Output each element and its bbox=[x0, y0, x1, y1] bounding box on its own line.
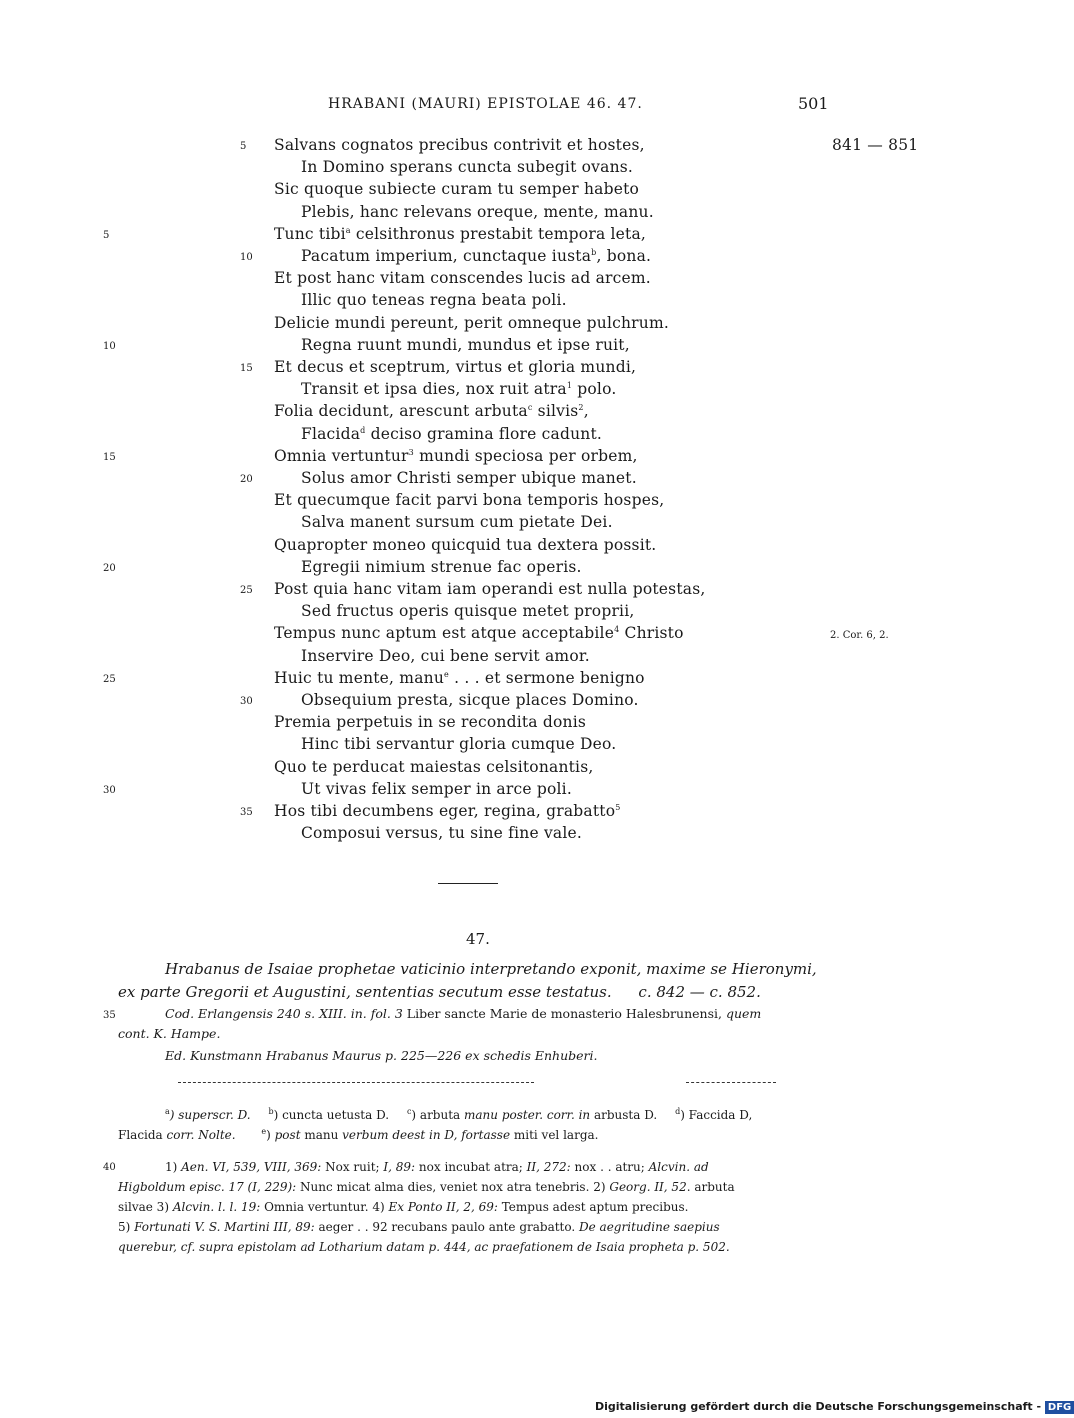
verse-line bbox=[301, 824, 582, 842]
codex-provenance: Liber sancte Marie de monasterio Halesbrunensi, bbox=[402, 1006, 722, 1021]
codex-siglum: Cod. Erlangensis 240 s. XIII. in. fol. 3 bbox=[165, 1006, 403, 1021]
verse-line bbox=[301, 602, 635, 620]
verse-text: Quapropter moneo quicquid tua dextera possit. bbox=[274, 536, 657, 554]
note-b: ) cuncta uetusta D. bbox=[273, 1108, 390, 1122]
outer-line-number: 30 bbox=[103, 785, 116, 796]
verse-text: Hinc tibi servantur gloria cumque Deo. bbox=[301, 735, 617, 753]
apparatus-line-2 bbox=[118, 1127, 598, 1142]
note-d: ) Faccida D, bbox=[680, 1108, 753, 1122]
footnote-marker: b bbox=[591, 247, 597, 257]
verse-text: Regna ruunt mundi, mundus et ipse ruit, bbox=[301, 336, 630, 354]
verse-line bbox=[301, 336, 630, 354]
note-e-it2: verbum deest in D, fortasse bbox=[342, 1128, 511, 1142]
note-c-pre: ) arbuta bbox=[411, 1108, 465, 1122]
verse-text: , bona. bbox=[596, 247, 652, 265]
verse-line bbox=[274, 225, 646, 243]
footnote-marker: 2 bbox=[578, 402, 584, 412]
source-note-segment: Georg. II, 52 bbox=[609, 1180, 687, 1194]
verse-text: Sed fructus operis quisque metet proprii, bbox=[301, 602, 635, 620]
apparatus-separator-right bbox=[686, 1082, 776, 1083]
outer-line-number: 35 bbox=[103, 1010, 116, 1021]
verse-line bbox=[301, 158, 633, 176]
verse-line bbox=[301, 203, 654, 221]
verse-text: Salvans cognatos precibus contrivit et hostes, bbox=[274, 136, 645, 154]
verse-line-number: 35 bbox=[240, 807, 253, 818]
outer-line-number: 20 bbox=[103, 563, 116, 574]
verse-text: Inservire Deo, cui bene servit amor. bbox=[301, 647, 590, 665]
verse-line bbox=[274, 447, 638, 465]
verse-text: celsithronus prestabit tempora leta, bbox=[350, 225, 647, 243]
note-d-corr: corr. Nolte. bbox=[166, 1128, 236, 1142]
note-e-it: post bbox=[274, 1128, 301, 1142]
source-note-segment: nox . . atru; bbox=[570, 1160, 649, 1174]
source-note-segment: Omnia vertuntur. 4) bbox=[260, 1200, 389, 1214]
verse-line bbox=[274, 802, 621, 820]
source-note-segment: querebur, cf. supra epistolam ad Lotharium datam p. 444, ac praefationem de Isaia propheta p. 502. bbox=[118, 1240, 730, 1254]
footnote-marker: c bbox=[527, 402, 533, 412]
verse-text: Christo bbox=[619, 624, 684, 642]
verse-text: Plebis, hanc relevans oreque, mente, manu. bbox=[301, 203, 654, 221]
verse-text: Sic quoque subiecte curam tu semper habeto bbox=[274, 180, 640, 198]
verse-text: In Domino sperans cuncta subegit ovans. bbox=[301, 158, 634, 176]
note-c-post: arbusta D. bbox=[590, 1108, 658, 1122]
source-note-segment: 1) bbox=[165, 1160, 182, 1174]
codex-quem: quem bbox=[721, 1006, 762, 1021]
verse-text: . . . et sermone benigno bbox=[448, 669, 645, 687]
outer-line-number: 10 bbox=[103, 341, 116, 352]
verse-text: Flacida bbox=[301, 425, 361, 443]
outer-line-number: 25 bbox=[103, 674, 116, 685]
note-a-sym: a bbox=[165, 1107, 170, 1116]
source-note-segment: I, 89: bbox=[383, 1160, 416, 1174]
source-note-segment: 5) bbox=[118, 1220, 135, 1234]
verse-line bbox=[274, 669, 645, 687]
note-e-post: miti vel larga. bbox=[510, 1128, 599, 1142]
apparatus-separator bbox=[178, 1082, 534, 1083]
source-note-segment: Alcvin. ad bbox=[648, 1160, 709, 1174]
verse-text: Obsequium presta, sicque places Domino. bbox=[301, 691, 639, 709]
outer-line-number: 5 bbox=[103, 230, 110, 241]
verse-line bbox=[274, 136, 645, 154]
verse-text: Hos tibi decumbens eger, regina, grabatto bbox=[274, 802, 616, 820]
verse-line-number: 30 bbox=[240, 696, 253, 707]
source-note-segment: De aegritudine saepius bbox=[579, 1220, 720, 1234]
verse-line bbox=[301, 691, 639, 709]
letter-number: 47. bbox=[466, 930, 490, 948]
verse-line bbox=[274, 314, 669, 332]
verse-text: deciso gramina flore cadunt. bbox=[365, 425, 603, 443]
source-note-line bbox=[118, 1240, 730, 1254]
verse-line bbox=[301, 735, 616, 753]
footnote-marker: d bbox=[360, 425, 366, 435]
verse-text: Post quia hanc vitam iam operandi est nulla potestas, bbox=[274, 580, 706, 598]
codex-line-2: cont. K. Hampe. bbox=[118, 1026, 221, 1041]
footnote-marker: 4 bbox=[614, 624, 620, 634]
credit-text: Digitalisierung gefördert durch die Deutsche Forschungsgemeinschaft - bbox=[595, 1400, 1042, 1413]
verse-line bbox=[301, 380, 616, 398]
verse-line bbox=[274, 758, 594, 776]
apparatus-line-1 bbox=[165, 1107, 752, 1122]
page-number: 501 bbox=[798, 94, 829, 113]
verse-text: Tunc tibi bbox=[274, 225, 346, 243]
running-title: HRABANI (MAURI) EPISTOLAE 46. 47. bbox=[328, 96, 643, 112]
verse-line bbox=[274, 536, 656, 554]
codex-line-1 bbox=[165, 1006, 761, 1021]
source-note-line bbox=[165, 1160, 709, 1174]
verse-line bbox=[301, 247, 651, 265]
outer-line-number: 15 bbox=[103, 452, 116, 463]
footer-credit bbox=[595, 1400, 1074, 1413]
footnote-marker: 1 bbox=[566, 380, 573, 390]
source-note-line bbox=[118, 1180, 735, 1194]
verse-line bbox=[301, 513, 613, 531]
verse-line bbox=[274, 358, 636, 376]
verse-text: polo. bbox=[572, 380, 617, 398]
note-c-it: manu poster. corr. in bbox=[464, 1108, 591, 1122]
source-note-segment: Higboldum episc. 17 (I, 229): bbox=[118, 1180, 297, 1194]
verse-line bbox=[274, 580, 705, 598]
footnote-marker: 5 bbox=[615, 802, 621, 812]
verse-line bbox=[301, 647, 590, 665]
verse-text: Huic tu mente, manu bbox=[274, 669, 445, 687]
letter-summary-line-2 bbox=[118, 983, 761, 1001]
verse-text: Et post hanc vitam conscendes lucis ad arcem. bbox=[274, 269, 651, 287]
verse-text: Tempus nunc aptum est atque acceptabile bbox=[274, 624, 615, 642]
letter-summary-line-1: Hrabanus de Isaiae prophetae vaticinio interpretando exponit, maxime se Hieronymi, bbox=[165, 960, 817, 978]
verse-text: Transit et ipsa dies, nox ruit atra bbox=[301, 380, 567, 398]
summary-text: ex parte Gregorii et Augustini, sententias secutum esse testatus. bbox=[118, 983, 612, 1001]
source-note-segment: . arbuta bbox=[686, 1180, 735, 1194]
verse-line-number: 5 bbox=[240, 141, 247, 152]
verse-text: silvis bbox=[532, 402, 579, 420]
verse-line-number: 20 bbox=[240, 474, 253, 485]
verse-line bbox=[274, 402, 589, 420]
letter-date: c. 842 — c. 852. bbox=[638, 983, 761, 1001]
source-note-line bbox=[118, 1220, 720, 1234]
source-note-segment: Ex Ponto II, 2, 69: bbox=[388, 1200, 498, 1214]
source-note-segment: Fortunati V. S. Martini III, 89: bbox=[134, 1220, 315, 1234]
verse-text: mundi speciosa per orbem, bbox=[413, 447, 638, 465]
verse-line bbox=[301, 558, 582, 576]
verse-line bbox=[274, 713, 586, 731]
verse-text: Omnia vertuntur bbox=[274, 447, 409, 465]
footnote-marker: e bbox=[444, 669, 449, 679]
verse-text: Solus amor Christi semper ubique manet. bbox=[301, 469, 637, 487]
verse-line bbox=[274, 491, 664, 509]
source-note-segment: Alcvin. l. l. 19: bbox=[172, 1200, 261, 1214]
verse-text: Composui versus, tu sine fine vale. bbox=[301, 824, 583, 842]
source-note-segment: aeger . . 92 recubans paulo ante grabatto. bbox=[314, 1220, 580, 1234]
verse-line bbox=[274, 624, 684, 642]
source-note-segment: Nunc micat alma dies, veniet nox atra tenebris. 2) bbox=[296, 1180, 610, 1194]
source-note-segment: Aen. VI, 539, VIII, 369: bbox=[181, 1160, 322, 1174]
edition-line: Ed. Kunstmann Hrabanus Maurus p. 225—226 ex schedis Enhuberi. bbox=[165, 1048, 598, 1063]
verse-text: Pacatum imperium, cunctaque iusta bbox=[301, 247, 592, 265]
footnote-marker: a bbox=[345, 225, 351, 235]
source-note-segment: nox incubat atra; bbox=[415, 1160, 527, 1174]
verse-text: Egregii nimium strenue fac operis. bbox=[301, 558, 582, 576]
verse-text: Delicie mundi pereunt, perit omneque pulchrum. bbox=[274, 314, 669, 332]
verse-text: , bbox=[583, 402, 589, 420]
bible-reference: 2. Cor. 6, 2. bbox=[830, 630, 889, 641]
outer-line-number-40: 40 bbox=[103, 1162, 116, 1173]
verse-text: Quo te perducat maiestas celsitonantis, bbox=[274, 758, 594, 776]
verse-line bbox=[301, 291, 567, 309]
verse-text: Illic quo teneas regna beata poli. bbox=[301, 291, 567, 309]
verse-line-number: 10 bbox=[240, 252, 253, 263]
margin-date: 841 — 851 bbox=[832, 136, 919, 154]
verse-line bbox=[274, 180, 639, 198]
verse-line bbox=[301, 469, 637, 487]
note-a: ) superscr. D. bbox=[169, 1108, 251, 1122]
note-e-mid: manu bbox=[300, 1128, 343, 1142]
verse-line-number: 25 bbox=[240, 585, 253, 596]
footnote-marker: 3 bbox=[408, 447, 414, 457]
verse-line-number: 15 bbox=[240, 363, 253, 374]
verse-text: Salva manent sursum cum pietate Dei. bbox=[301, 513, 613, 531]
note-c-sym: c bbox=[406, 1107, 412, 1116]
verse-text: Et quecumque facit parvi bona temporis hospes, bbox=[274, 491, 665, 509]
verse-line bbox=[301, 425, 602, 443]
source-note-segment: silvae 3) bbox=[118, 1200, 173, 1214]
note-e-sym: e bbox=[261, 1127, 267, 1136]
verse-text: Premia perpetuis in se recondita donis bbox=[274, 713, 587, 731]
note-e-pre: ) bbox=[266, 1128, 275, 1142]
verse-text: Folia decidunt, arescunt arbuta bbox=[274, 402, 528, 420]
verse-text: Et decus et sceptrum, virtus et gloria mundi, bbox=[274, 358, 637, 376]
dfg-logo: DFG bbox=[1045, 1401, 1074, 1414]
source-note-segment: Nox ruit; bbox=[321, 1160, 384, 1174]
section-rule bbox=[438, 883, 498, 884]
note-d-sym: d bbox=[675, 1107, 681, 1116]
source-note-segment: II, 272: bbox=[526, 1160, 571, 1174]
note-b-sym: b bbox=[268, 1107, 274, 1116]
source-note-segment: Tempus adest aptum precibus. bbox=[497, 1200, 689, 1214]
note-d-cont: Flacida bbox=[118, 1128, 167, 1142]
verse-line bbox=[301, 780, 572, 798]
source-note-line bbox=[118, 1200, 688, 1214]
verse-line bbox=[274, 269, 651, 287]
verse-text: Ut vivas felix semper in arce poli. bbox=[301, 780, 572, 798]
